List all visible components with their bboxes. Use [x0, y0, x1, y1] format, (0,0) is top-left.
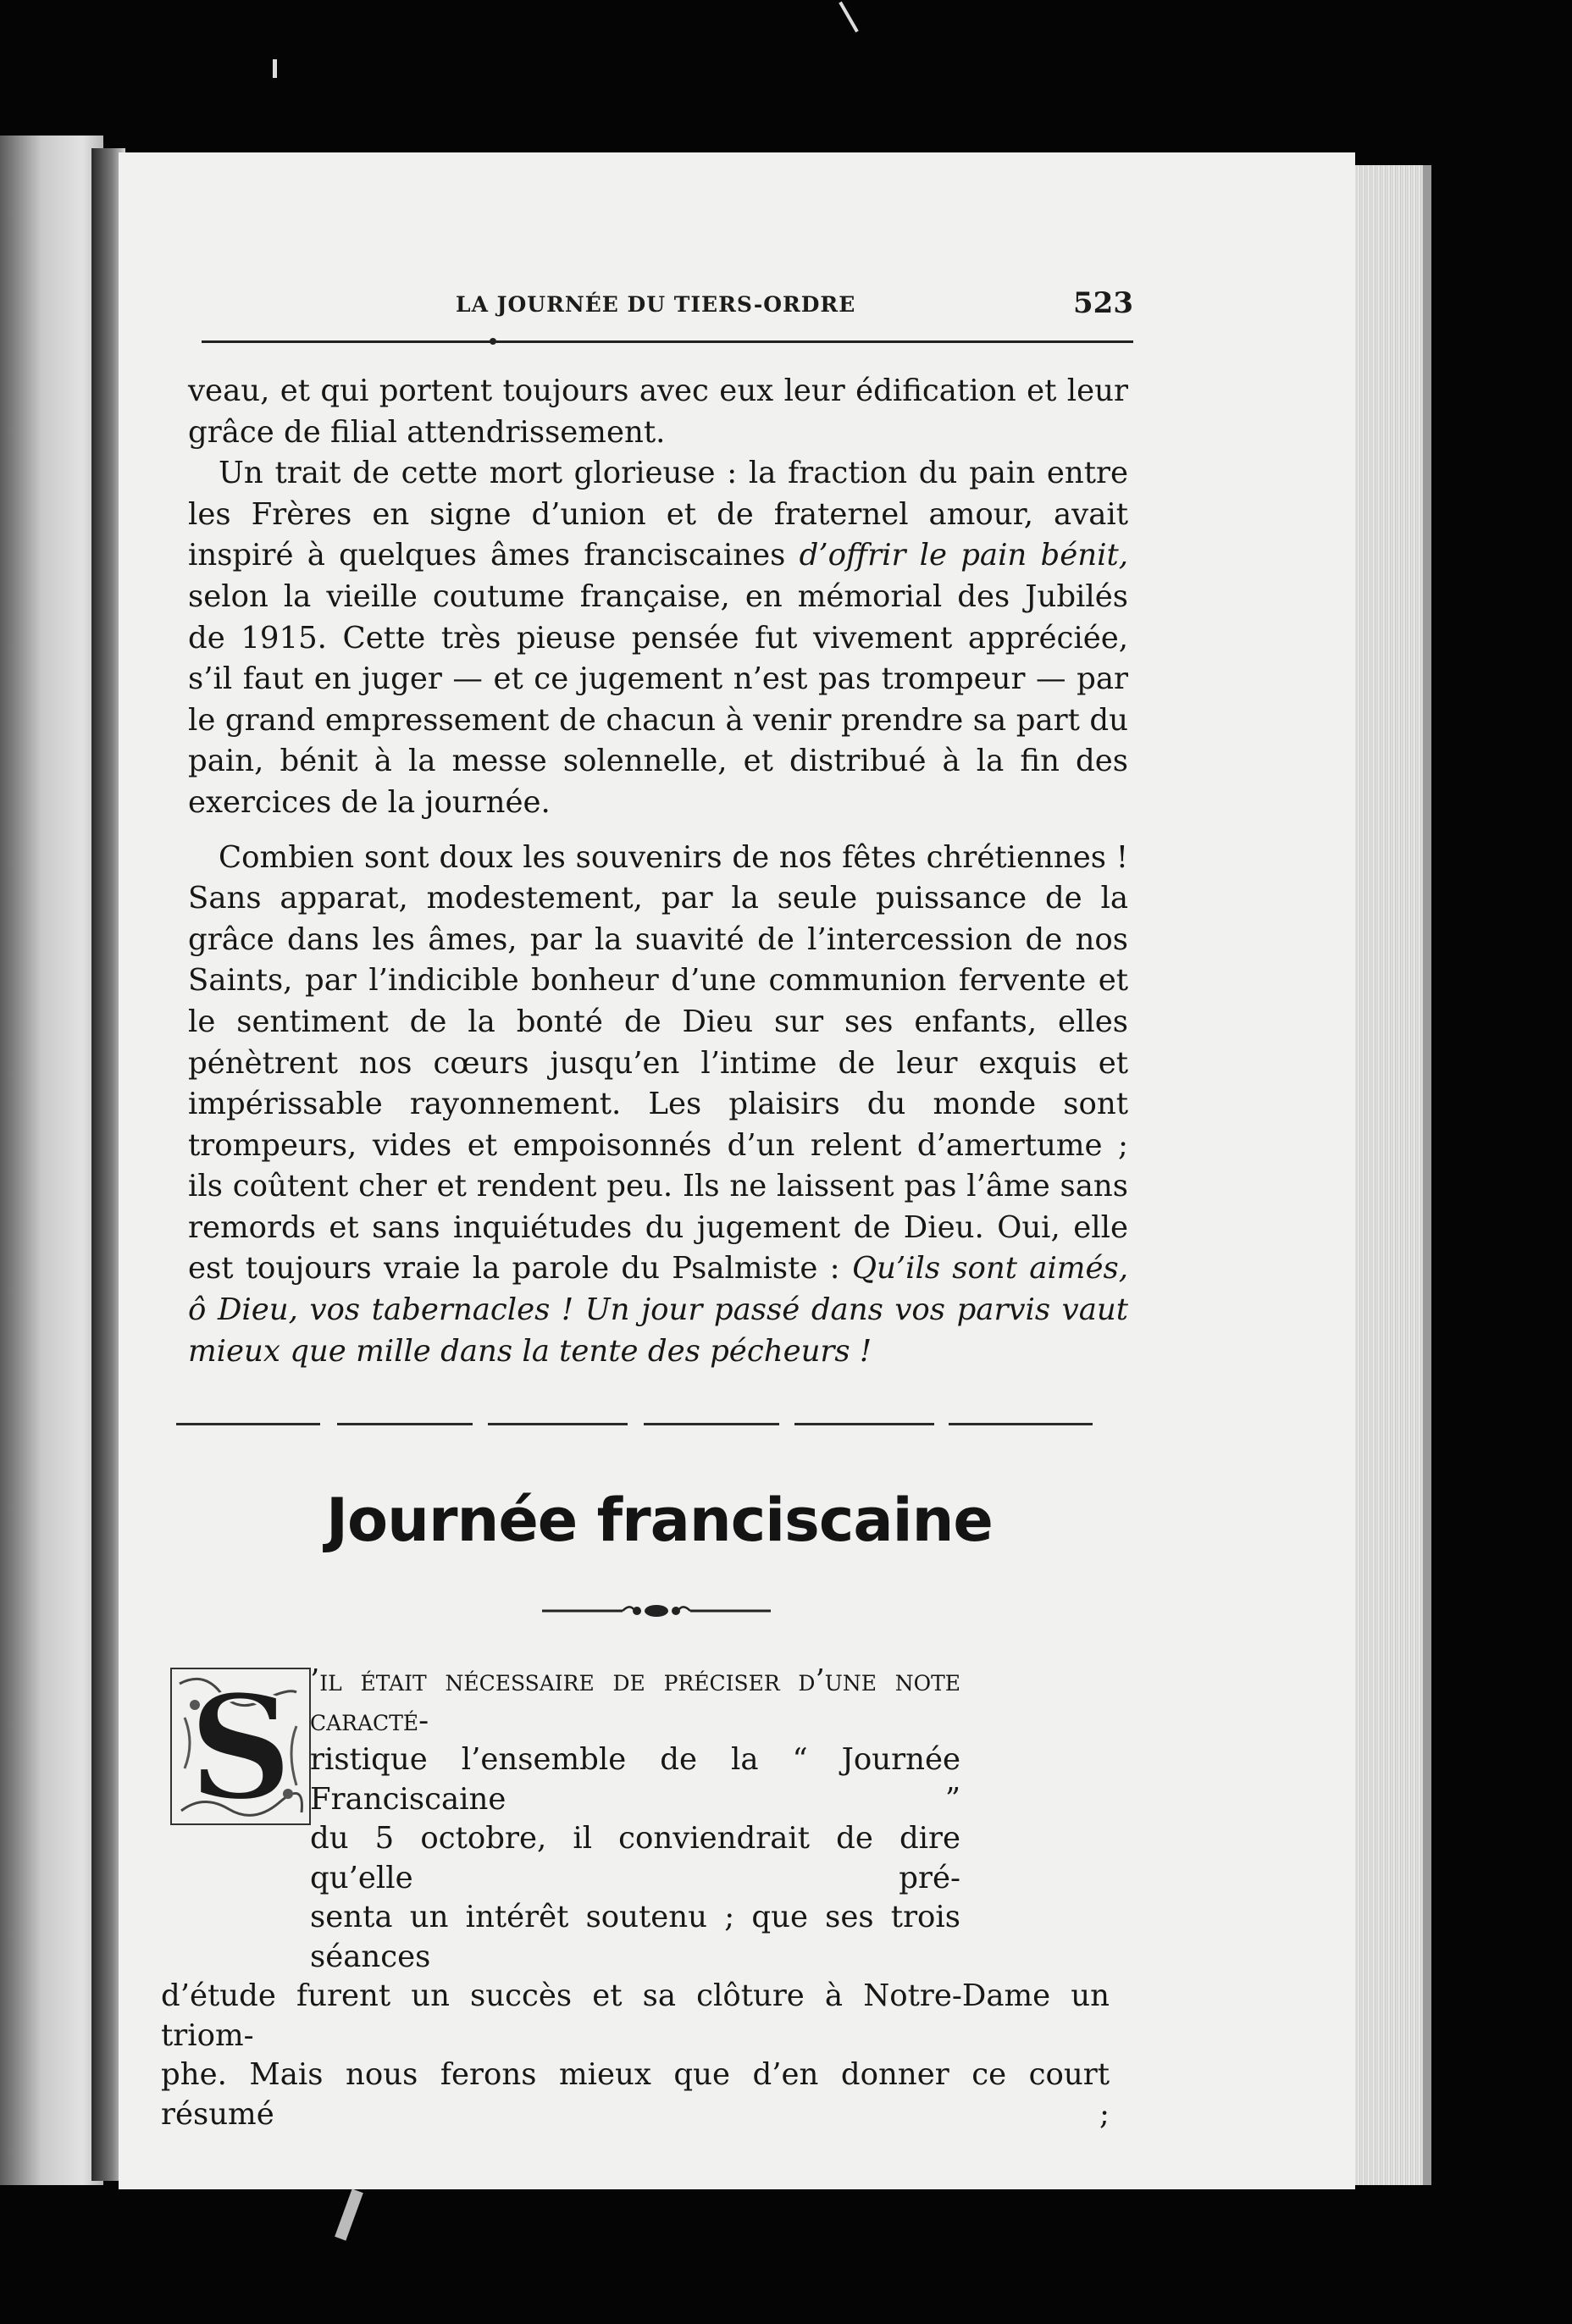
header-rule [202, 340, 1133, 343]
intro-line-3: du 5 octobre, il conviendrait de dire qu’elle pré- [310, 1821, 960, 1895]
ornament-flourish [542, 1601, 771, 1621]
page-header [202, 288, 1133, 329]
intro-line-5: d’étude furent un succès et sa clôture à Notre-Dame un triom- [161, 1978, 1110, 2053]
psalm-quote: Qu’ils sont aimés, ô Dieu, vos tabernacles ! Un jour passé dans vos parvis vaut mieux que mille dans la tente des pécheurs ! [188, 1251, 1128, 1369]
paragraph-2 [188, 453, 1128, 823]
page-number: 523 [1073, 286, 1133, 320]
intro-line-6: phe. Mais nous ferons mieux que d’en donner ce court résumé ; [161, 2057, 1110, 2132]
section-intro [161, 1662, 1110, 2134]
section-divider [176, 1419, 1094, 1430]
intro-line-1 [161, 1662, 960, 1740]
running-title: LA JOURNÉE DU TIERS-ORDRE [456, 292, 856, 317]
paragraph-1: veau, et qui portent toujours avec eux leur édification et leur grâce de filial attendrissement. [188, 374, 1128, 450]
paragraph-2-end: selon la vieille coutume française, en mémorial des Jubilés de 1915. Cette très pieuse pensée fut vivement appréciée, s’il faut en juger — et ce jugement n’est pas trompeur — par le grand empressement de chacun à venir prendre sa part du pain, bénit à la messe solennelle, et distribué à la fin des exercices de la journée. [188, 578, 1128, 820]
paragraph-3 [188, 838, 1128, 1373]
film-scratch [839, 2, 858, 33]
intro-line-1-text: ’il était nécessaire de préciser d’une note caracté- [310, 1663, 960, 1738]
film-speck [335, 2188, 363, 2240]
paragraph-3-start: Combien sont doux les souvenirs de nos fêtes chrétiennes ! Sans apparat, modestement, par la seule puissance de la grâce dans les âmes, par la suavité de l’intercession de nos Saints, par l’indicible bonheur d’une communion fervente et le sentiment de la bonté de Dieu sur ses enfants, elles pénètrent nos cœurs jusqu’en l’intime de leur exquis et impérissable rayonnement. Les plaisirs du monde sont trompeurs, vides et empoisonnés d’un relent d’amertume ; ils coûtent cher et rendent peu. Ils ne laissent pas l’âme sans remords et sans inquiétudes du jugement de Dieu. Oui, elle est toujours vraie la parole du Psalmiste : [188, 839, 1128, 1286]
page-stack-edges [1355, 165, 1423, 2185]
section-heading: Journée franciscaine [326, 1486, 993, 1555]
dropcap-letter: S [188, 1667, 293, 1826]
paragraph-2-start: Un trait de cette mort glorieuse : la fraction du pain entre les Frères en signe d’union et de fraternel amour, avait inspiré à quelques âmes franciscaines [188, 456, 1128, 573]
paragraph-2-italic: d’offrir le pain bénit, [799, 538, 1129, 573]
intro-line-2: ristique l’ensemble de la “ Journée Franciscaine ” [310, 1742, 960, 1817]
body-text [188, 371, 1128, 1372]
facing-page-edge [0, 136, 103, 2185]
intro-line-4: senta un intérêt soutenu ; que ses trois séances [310, 1900, 960, 1974]
film-speck [273, 59, 277, 78]
